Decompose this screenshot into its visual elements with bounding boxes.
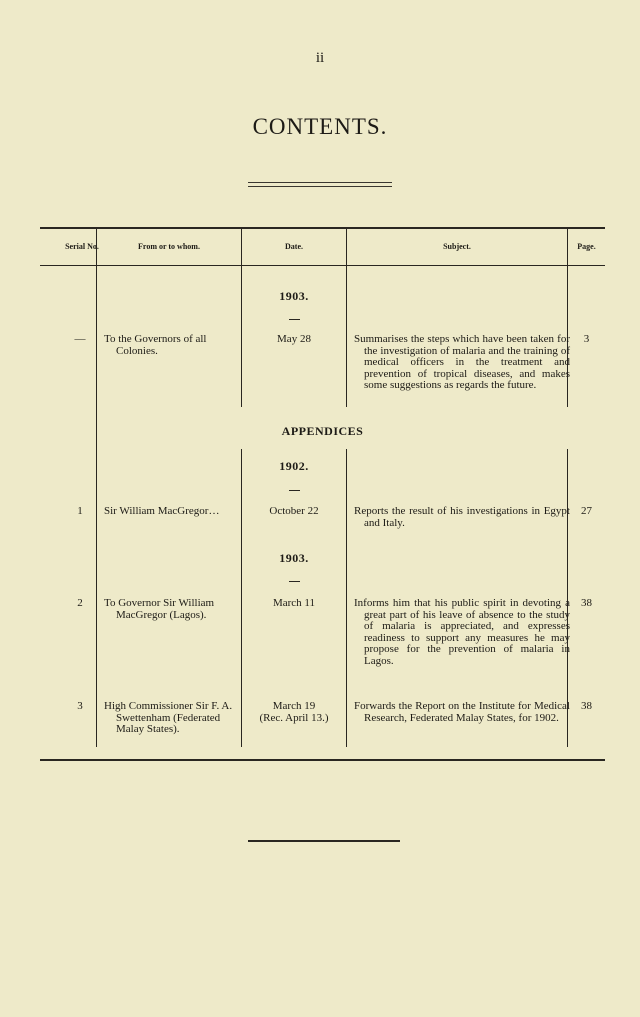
closing-rule [248,840,400,842]
subject-cell: Reports the result of his investigations in Egypt and Italy. [354,505,570,529]
header-subject: Subject. [443,241,471,251]
header-date: Date. [285,241,303,251]
dash [289,581,300,582]
page-cell: 38 [581,597,592,609]
date-cell: October 22 [269,505,319,517]
date-received: (Rec. April 13.) [259,711,329,724]
page-cell: 27 [581,505,592,517]
from-cell: To the Governors of all Colonies. [104,333,207,357]
dash [289,319,300,320]
page-cell: 38 [581,700,592,712]
header-serial: Serial No. [65,241,99,251]
page-number: ii [315,50,325,66]
page-title: CONTENTS. [252,114,388,139]
serial-cell: 1 [77,505,83,517]
ornamental-rule [248,180,392,190]
header-bottom-rule [40,265,605,266]
date-line: March 19 [272,700,316,712]
year-heading: 1902. [279,459,309,473]
header-page: Page. [577,241,596,251]
from-cell: To Governor Sir William MacGregor (Lagos). [104,597,215,621]
date-cell [242,701,346,724]
subject-cell: Summarises the steps which have been taken for the investigation of malaria and the training of medical officers in the treatment and prevention of tropical diseases, and makes some suggestions as regards the future. [354,333,570,391]
from-cell: Sir William MacGregor… [104,505,220,517]
serial-cell: — [74,333,86,345]
table-bottom-rule [40,759,605,761]
from-cell: High Commissioner Sir F. A. Swettenham (Federated Malay States). [104,700,233,735]
subject-cell: Forwards the Report on the Institute for Medical Research, Federated Malay States, for 1902. [354,700,570,724]
year-heading: 1903. [279,551,309,565]
column-divider [346,265,347,407]
date-cell: May 28 [277,333,311,345]
header-from: From or to whom. [138,241,200,251]
year-heading: 1903. [279,289,309,303]
subject-cell: Informs him that his public spirit in devoting a great part of his leave of absence to the study of malaria is appreciated, and expresses readiness to support any measures he may propose for the prevention of malaria in Lagos. [354,597,570,667]
page-cell: 3 [583,333,590,345]
date-cell: March 11 [272,597,316,609]
column-divider [346,449,347,747]
contents-table [40,227,605,762]
appendices-heading: APPENDICES [281,424,364,438]
dash [289,490,300,491]
serial-cell: 2 [77,597,83,609]
serial-cell: 3 [77,700,83,712]
